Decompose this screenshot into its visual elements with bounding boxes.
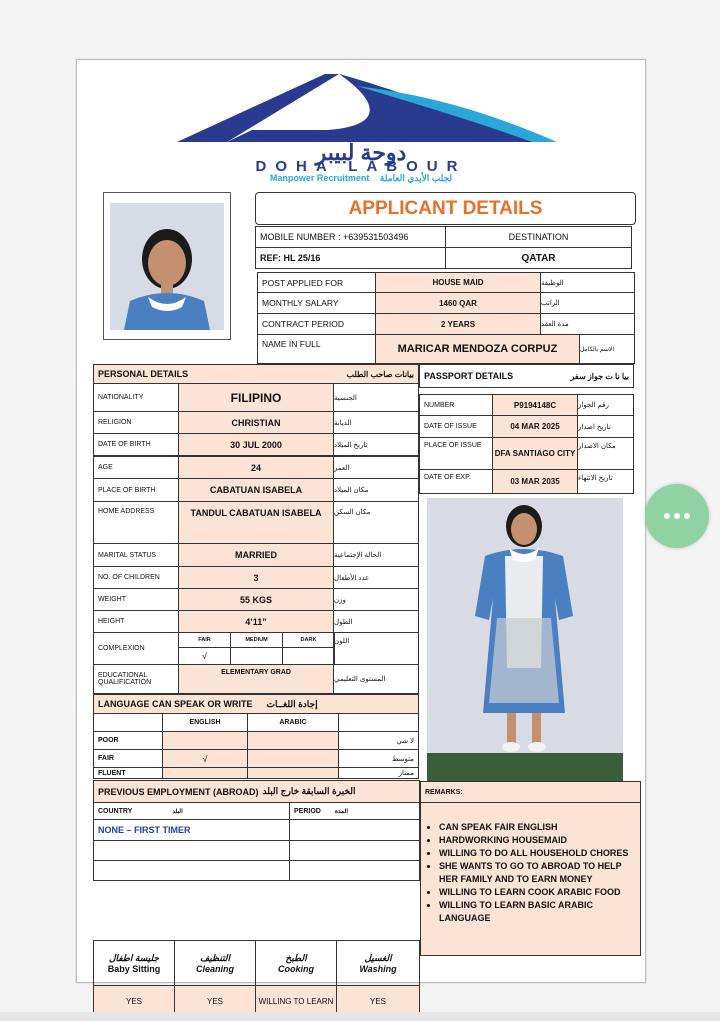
full-name-arabic: الاسم بالكامل xyxy=(579,334,635,364)
expiry-date-arabic: تاريخ الانتهاء xyxy=(577,469,634,494)
complexion-label: COMPLEXION xyxy=(93,632,179,665)
language-level-fluent: FLUENT xyxy=(93,767,163,779)
date-of-birth-label: DATE OF BIRTH xyxy=(93,433,179,456)
weight-arabic: وزن xyxy=(333,588,419,611)
monthly-salary-label: MONTHLY SALARY xyxy=(257,292,376,314)
home-address-value: TANDUL CABATUAN ISABELA xyxy=(178,501,334,544)
complexion-arabic: اللون xyxy=(333,632,419,665)
applicant-form-page xyxy=(76,59,646,1006)
mobile-number: MOBILE NUMBER : +639531503496 xyxy=(255,226,446,248)
logo-sail-graphic xyxy=(77,66,645,146)
remark-item: • WILLING TO DO ALL HOUSEHOLD CHORES xyxy=(439,847,636,860)
skill-cooking-value: WILLING TO LEARN xyxy=(255,985,337,1017)
language-arabic-fluent xyxy=(247,767,339,779)
period-header xyxy=(289,802,420,820)
employment-entry-country: NONE – FIRST TIMER xyxy=(93,819,290,841)
language-header xyxy=(93,694,419,714)
passport-number-label: NUMBER xyxy=(419,394,493,416)
skill-cleaning-label: Cleaning xyxy=(195,963,234,974)
remark-item: • CAN SPEAK FAIR ENGLISH xyxy=(439,821,636,834)
employment-blank-period-2 xyxy=(289,860,420,881)
skill-baby-sitting xyxy=(93,940,175,986)
post-applied-value: HOUSE MAID xyxy=(375,272,541,293)
passport-details-title: PASSPORT DETAILS xyxy=(424,371,514,381)
applicant-details-title-box xyxy=(255,192,636,225)
skill-cooking xyxy=(255,940,337,986)
skill-cleaning-value: YES xyxy=(174,985,256,1017)
portrait-image xyxy=(110,203,224,330)
language-english-fluent xyxy=(162,767,248,779)
marital-status-label: MARITAL STATUS xyxy=(93,543,179,567)
religion-label: RELIGION xyxy=(93,411,179,434)
remark-item: • WILLING TO LEARN COOK ARABIC FOOD xyxy=(439,886,636,899)
employment-blank-period-1 xyxy=(289,840,420,861)
marital-status-arabic: الحالة الإجتماعية xyxy=(333,543,419,567)
job-details-table xyxy=(257,272,635,335)
language-col-english: ENGLISH xyxy=(162,713,248,732)
education-label: EDUCATIONAL QUALIFICATION xyxy=(93,664,179,694)
remarks-body xyxy=(420,802,641,956)
place-of-birth-value: CABATUAN ISABELA xyxy=(178,478,334,502)
post-applied-label: POST APPLIED FOR xyxy=(257,272,376,293)
children-arabic: عدد الأطفال xyxy=(333,566,419,589)
previous-employment-section xyxy=(93,780,420,1006)
skill-baby-sitting-arabic: جليسة اطفال xyxy=(108,952,160,963)
home-address-label: HOME ADDRESS xyxy=(93,501,179,544)
language-arabic-poor xyxy=(247,731,339,750)
personal-details-section xyxy=(93,364,419,694)
home-address-arabic: مكان السكن xyxy=(333,501,419,544)
language-corner-blank xyxy=(93,713,163,732)
personal-details-title: PERSONAL DETAILS xyxy=(98,369,189,379)
country-header xyxy=(93,802,290,820)
issue-date-label: DATE OF ISSUE xyxy=(419,415,493,438)
post-applied-arabic: الوظيفة xyxy=(540,272,635,293)
employment-blank-country-1 xyxy=(93,840,290,861)
logo-tagline-arabic: لجلب الأيدي العاملة xyxy=(379,173,453,183)
page-title: APPLICANT DETAILS xyxy=(348,197,543,219)
complexion-mark-fair: √ xyxy=(178,647,231,665)
marital-status-value: MARRIED xyxy=(178,543,334,567)
language-level-arabic-fluent: ممتاز xyxy=(338,767,419,779)
destination-label: DESTINATION xyxy=(445,226,632,248)
passport-details-header xyxy=(419,364,634,388)
education-arabic: المستوى التعليمي xyxy=(333,664,419,694)
language-level-poor: POOR xyxy=(93,731,163,750)
employment-blank-country-2 xyxy=(93,860,290,881)
nationality-value: FILIPINO xyxy=(178,383,334,412)
logo-tagline: Manpower Recruitment xyxy=(269,173,370,183)
country-label: COUNTRY xyxy=(98,807,133,815)
children-value: 3 xyxy=(178,566,334,589)
passport-details-section xyxy=(419,364,634,494)
skill-washing-arabic: الغسيل xyxy=(364,952,392,963)
remark-item: • SHE WANTS TO GO TO ABROAD TO HELP HER FAMILY AND TO EARN MONEY xyxy=(439,860,636,886)
full-body-image xyxy=(427,498,623,781)
skill-washing xyxy=(336,940,420,986)
logo-name: DOHA LABOUR xyxy=(255,158,467,175)
issue-place-value: DFA SANTIAGO CITY xyxy=(492,437,578,470)
skill-cooking-label: Cooking xyxy=(278,963,314,974)
language-english-fair: √ xyxy=(162,749,248,768)
religion-arabic: الديانة xyxy=(333,411,419,434)
education-value: ELEMENTARY GRAD xyxy=(178,664,334,694)
employment-entry-period xyxy=(289,819,420,841)
issue-place-arabic: مكان الاصدار xyxy=(577,437,634,470)
weight-value: 55 KGS xyxy=(178,588,334,611)
more-dot xyxy=(674,513,680,519)
more-dot xyxy=(684,513,690,519)
nationality-label: NATIONALITY xyxy=(93,383,179,412)
place-of-birth-arabic: مكان الميلاد xyxy=(333,478,419,502)
complexion-option-fair: FAIR xyxy=(178,632,231,648)
employment-title-arabic: الخبرة السابقة خارج البلد xyxy=(262,786,356,796)
issue-date-arabic: تاريخ اصدار xyxy=(577,415,634,438)
destination-value: QATAR xyxy=(445,247,632,269)
period-label: PERIOD xyxy=(294,807,321,815)
language-title: LANGUAGE CAN SPEAK OR WRITE xyxy=(98,699,253,709)
remark-item: • WILLING TO LEARN BASIC ARABIC LANGUAGE xyxy=(439,899,636,925)
height-arabic: الطول xyxy=(333,610,419,633)
language-section xyxy=(93,694,419,780)
age-arabic: العمر xyxy=(333,456,419,479)
period-label-arabic: المدة xyxy=(334,808,349,815)
complexion-mark-dark xyxy=(282,647,335,665)
place-of-birth-label: PLACE OF BIRTH xyxy=(93,478,179,502)
language-title-arabic: إجادة اللغــات xyxy=(266,698,318,709)
remarks-header: REMARKS: xyxy=(420,781,641,803)
expiry-date-value: 03 MAR 2035 xyxy=(492,469,578,494)
weight-label: WEIGHT xyxy=(93,588,179,611)
skill-cleaning xyxy=(174,940,256,986)
full-name-value: MARICAR MENDOZA CORPUZ xyxy=(375,334,580,364)
complexion-option-dark: DARK xyxy=(282,632,335,648)
religion-value: CHRISTIAN xyxy=(178,411,334,434)
expiry-date-label: DATE OF EXP. xyxy=(419,469,493,494)
skill-cleaning-arabic: التنظيف xyxy=(199,952,231,963)
height-label: HEIGHT xyxy=(93,610,179,633)
contract-period-value: 2 YEARS xyxy=(375,313,541,335)
age-value: 24 xyxy=(178,456,334,479)
employment-header xyxy=(93,780,420,803)
personal-details-title-arabic: بيانات صاحب الطلب xyxy=(346,369,414,379)
complexion-option-medium: MEDIUM xyxy=(230,632,283,648)
language-level-arabic-fair: متوسط xyxy=(338,749,419,768)
age-label: AGE xyxy=(93,456,179,479)
issue-date-value: 04 MAR 2025 xyxy=(492,415,578,438)
height-value: 4’11” xyxy=(178,610,334,633)
passport-number-arabic: رقم الجواز xyxy=(577,394,634,416)
date-of-birth-value: 30 JUL 2000 xyxy=(178,433,334,456)
bottom-bar xyxy=(0,1012,720,1021)
language-level-fair: FAIR xyxy=(93,749,163,768)
reference-number: REF: HL 25/16 xyxy=(255,247,446,269)
complexion-mark-medium xyxy=(230,647,283,665)
applicant-portrait-photo xyxy=(103,192,231,340)
language-col-arabic: ARABIC xyxy=(247,713,339,732)
logo-tagline-row xyxy=(77,173,645,184)
skill-cooking-arabic: الطبخ xyxy=(285,952,307,963)
doha-labour-logo xyxy=(77,60,645,188)
contract-period-arabic: مدة العقد xyxy=(540,313,635,335)
children-label: NO. OF CHILDREN xyxy=(93,566,179,589)
language-col-blank xyxy=(338,713,419,732)
date-of-birth-arabic: تاريخ الميلاد xyxy=(333,433,419,456)
passport-number-value: P9194148C xyxy=(492,394,578,416)
country-label-arabic: البلد xyxy=(172,808,183,815)
more-horizontal-icon xyxy=(664,513,670,519)
remark-item: • HARDWORKING HOUSEMAID xyxy=(439,834,636,847)
skill-baby-sitting-label: Baby Sitting xyxy=(107,963,161,974)
monthly-salary-arabic: الراتب xyxy=(540,292,635,314)
nationality-arabic: الجنسية xyxy=(333,383,419,412)
skill-baby-sitting-value: YES xyxy=(93,985,175,1017)
language-english-poor xyxy=(162,731,248,750)
issue-place-label: PLACE OF ISSUE xyxy=(419,437,493,470)
logo-arabic-text: دوحة لبيبر xyxy=(315,140,407,165)
more-options-button[interactable] xyxy=(645,484,709,548)
remarks-section xyxy=(420,781,641,956)
employment-title: PREVIOUS EMPLOYMENT (ABROAD) xyxy=(98,786,259,797)
monthly-salary-value: 1460 QAR xyxy=(375,292,541,314)
applicant-full-body-photo xyxy=(427,498,623,781)
passport-details-title-arabic: بيا نا ت جواز سفر xyxy=(570,371,629,381)
skill-washing-label: Washing xyxy=(359,963,397,974)
full-name-label: NAME IN FULL xyxy=(257,334,376,364)
language-arabic-fair xyxy=(247,749,339,768)
personal-details-header xyxy=(93,364,419,384)
language-level-arabic-poor: لا شي xyxy=(338,731,419,750)
contract-period-label: CONTRACT PERIOD xyxy=(257,313,376,335)
skill-washing-value: YES xyxy=(336,985,420,1017)
remarks-list xyxy=(425,821,636,925)
